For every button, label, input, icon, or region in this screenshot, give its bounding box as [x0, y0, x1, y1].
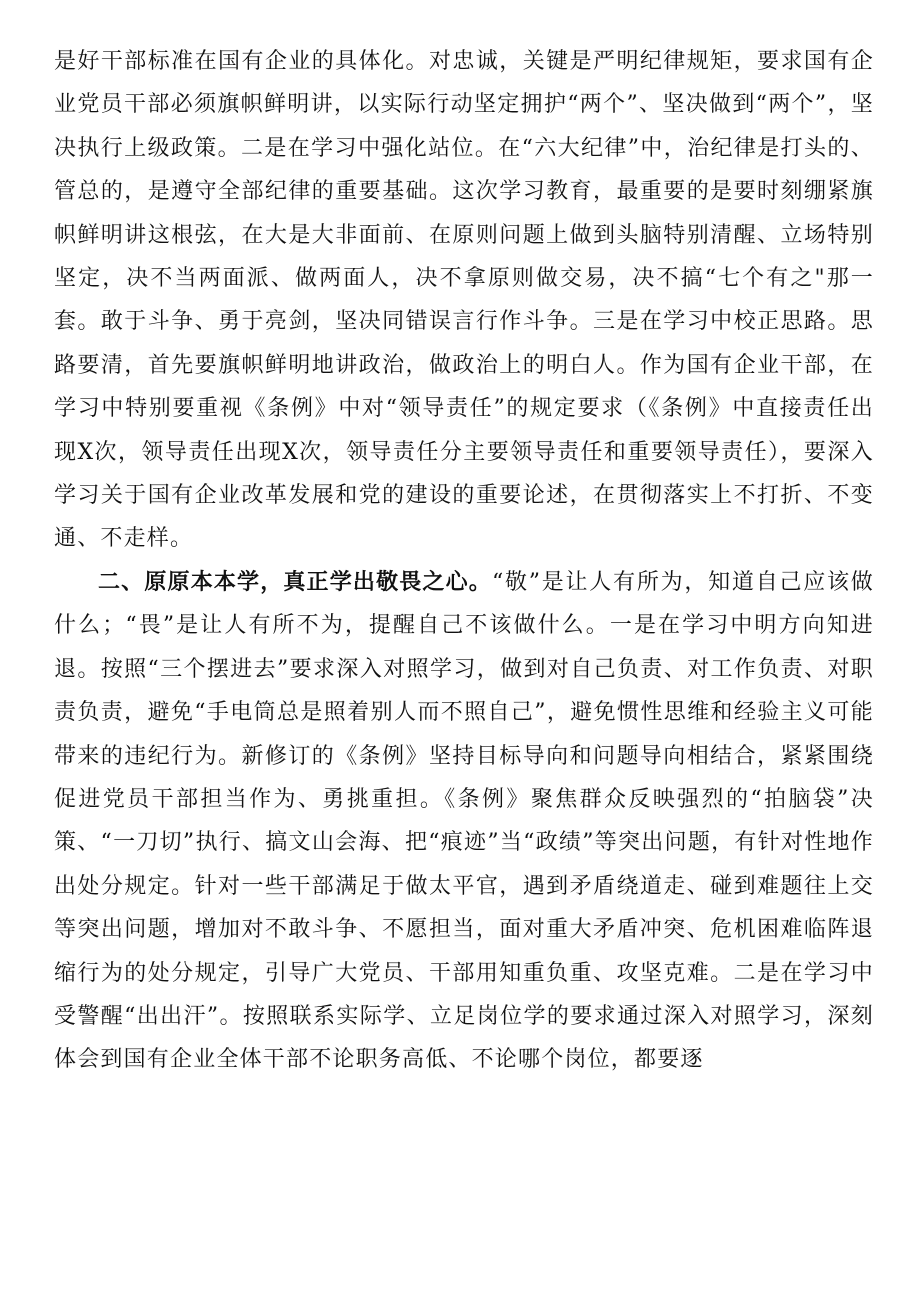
section-2-body: “敬”是让人有所为，知道自己应该做什么；“畏”是让人有所不为，提醒自己不该做什么。一是在学习中明方向知进退。按照“三个摆进去”要求深入对照学习，做到对自己负责、对工作负责、对职责负责，避免“手电筒总是照着别人而不照自己”，避免惯性思维和经验主义可能带来的违纪行为。新修订的《条例》坚持目标导向和问题导向相结合，紧紧围绕促进党员干部担当作为、勇挑重担。《条例》聚焦群众反映强烈的“拍脑袋”决策、“一刀切”执行、搞文山会海、把“痕迹”当“政绩”等突出问题，有针对性地作出处分规定。针对一些干部满足于做太平官，遇到矛盾绕道走、碰到难题往上交等突出问题，增加对不敢斗争、不愿担当，面对重大矛盾冲突、危机困难临阵退缩行为的处分规定，引导广大党员、干部用知重负重、攻坚克难。二是在学习中受警醒“出出汗”。按照联系实际学、立足岗位学的要求通过深入对照学习，深刻体会到国有企业全体干部不论职务高低、不论哪个岗位，都要逐 [54, 569, 874, 1073]
document-page [54, 40, 874, 1082]
section-heading-2: 二、原原本本学，真正学出敬畏之心。 [98, 569, 492, 595]
body-paragraph-2 [54, 561, 874, 1082]
body-paragraph-1: 是好干部标准在国有企业的具体化。对忠诚，关键是严明纪律规矩，要求国有企业党员干部必须旗帜鲜明讲，以实际行动坚定拥护“两个”、坚决做到“两个”，坚决执行上级政策。二是在学习中强化站位。在“六大纪律”中，治纪律是打头的、管总的，是遵守全部纪律的重要基础。这次学习教育，最重要的是要时刻绷紧旗帜鲜明讲这根弦，在大是大非面前、在原则问题上做到头脑特别清醒、立场特别坚定，决不当两面派、做两面人，决不拿原则做交易，决不搞“七个有之"那一套。敢于斗争、勇于亮剑，坚决同错误言行作斗争。三是在学习中校正思路。思路要清，首先要旗帜鲜明地讲政治，做政治上的明白人。作为国有企业干部，在学习中特别要重视《条例》中对“领导责任”的规定要求（《条例》中直接责任出现X次，领导责任出现X次，领导责任分主要领导责任和重要领导责任），要深入学习关于国有企业改革发展和党的建设的重要论述，在贯彻落实上不打折、不变通、不走样。 [54, 49, 874, 552]
